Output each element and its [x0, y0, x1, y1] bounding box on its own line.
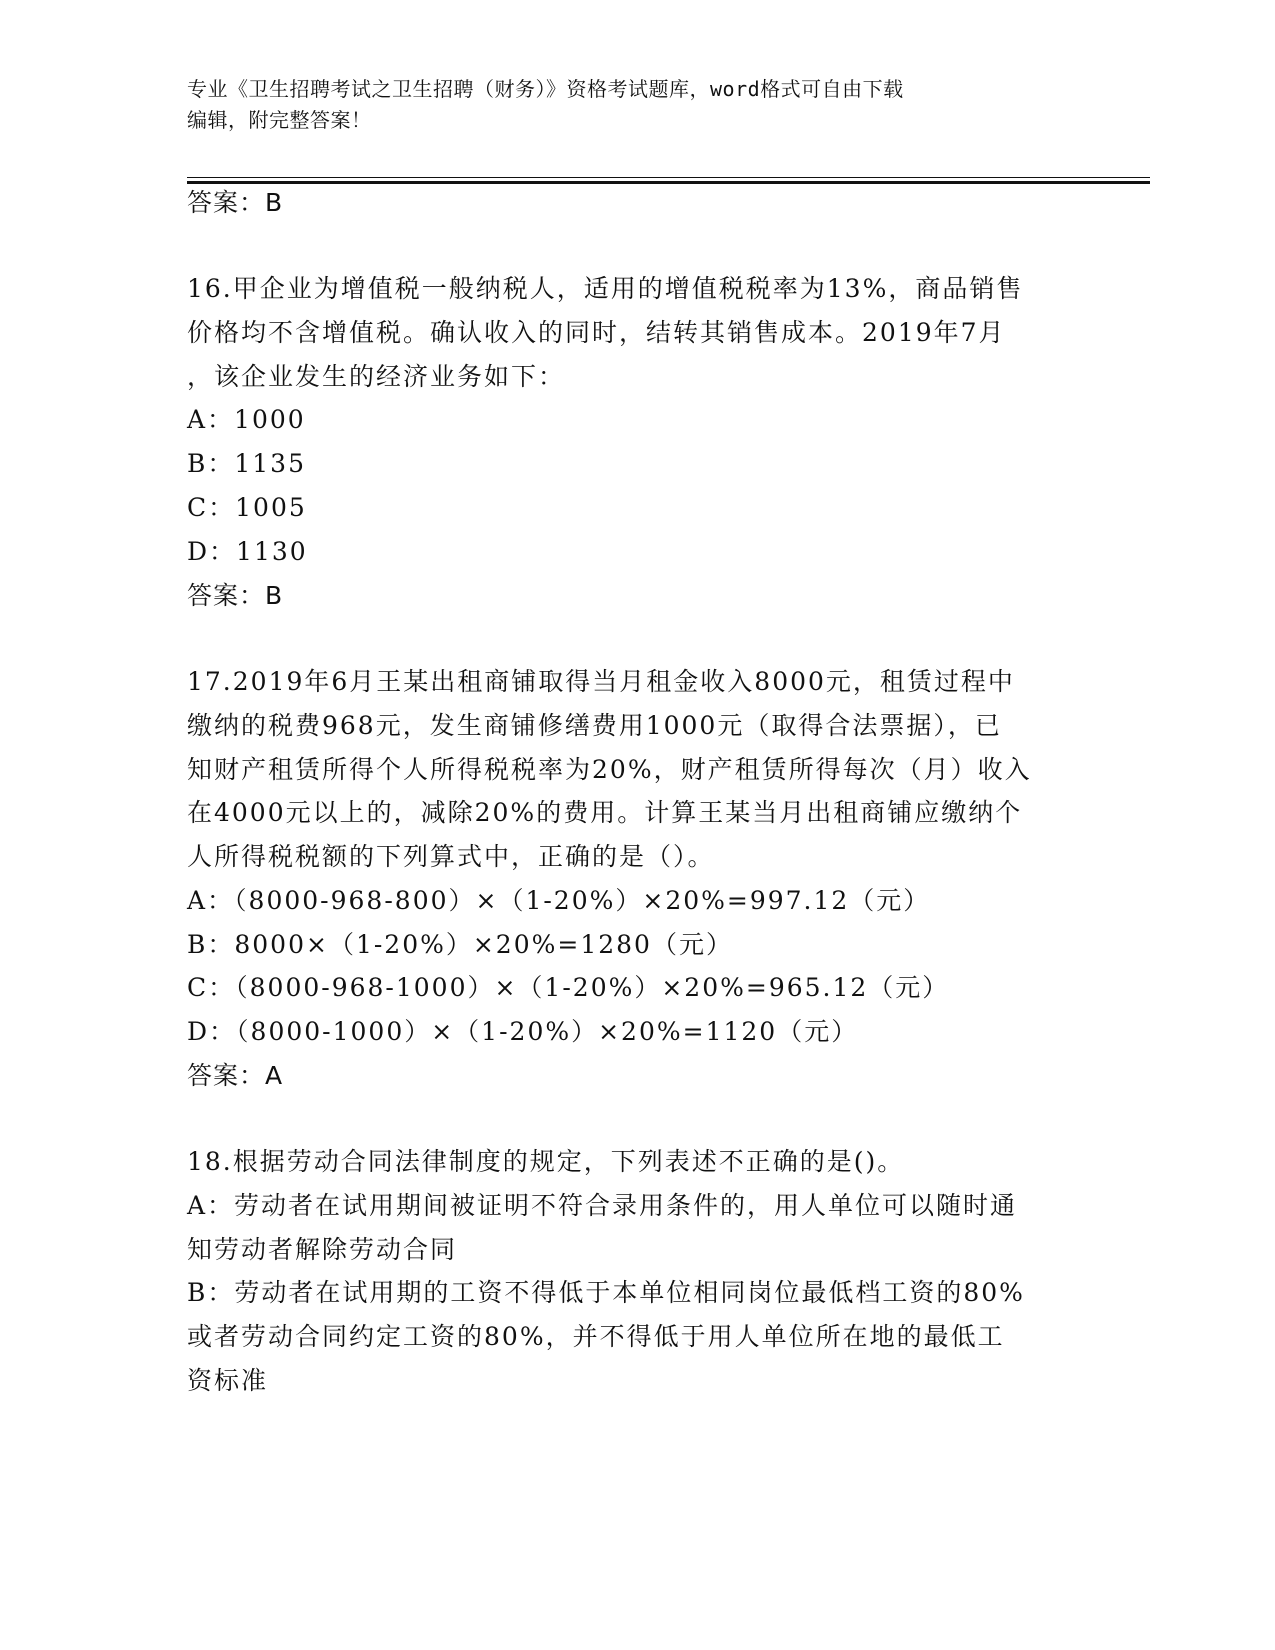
q17-option-d: D：（8000-1000）×（1-20%）×20%=1120（元） [187, 1017, 859, 1046]
q16-option-d: D：1130 [187, 537, 308, 566]
q17-option-a: A：（8000-968-800）×（1-20%）×20%=997.12（元） [187, 886, 931, 915]
q16-option-c: C：1005 [187, 493, 307, 522]
q18-option-a-line-1: A：劳动者在试用期间被证明不符合录用条件的，用人单位可以随时通 [187, 1191, 1018, 1220]
q18-stem-line-1: 18.根据劳动合同法律制度的规定，下列表述不正确的是()。 [187, 1147, 905, 1176]
q18-option-b-line-1: B：劳动者在试用期的工资不得低于本单位相同岗位最低档工资的80% [187, 1278, 1025, 1307]
q16-option-b: B：1135 [187, 449, 306, 478]
q17-stem-line-5: 人所得税税额的下列算式中，正确的是（）。 [187, 842, 715, 871]
q17-stem-line-4: 在4000元以上的，减除20%的费用。计算王某当月出租商铺应缴纳个 [187, 798, 1023, 827]
header-line-1: 专业《卫生招聘考试之卫生招聘（财务）》资格考试题库，word格式可自由下载 [187, 77, 904, 101]
prev-answer: 答案：B [187, 188, 284, 217]
q16-stem-line-2: 价格均不含增值税。确认收入的同时，结转其销售成本。2019年7月 [187, 318, 1006, 347]
q16-option-a: A：1000 [187, 405, 306, 434]
header-line-2: 编辑，附完整答案！ [187, 108, 372, 132]
q16-stem-line-1: 16.甲企业为增值税一般纳税人，适用的增值税税率为13%，商品销售 [187, 274, 1024, 303]
q17-stem-line-1: 17.2019年6月王某出租商铺取得当月租金收入8000元，租赁过程中 [187, 667, 1015, 696]
q18-option-a-line-2: 知劳动者解除劳动合同 [187, 1235, 458, 1264]
q17-answer: 答案：A [187, 1061, 284, 1090]
q17-option-b: B：8000×（1-20%）×20%=1280（元） [187, 930, 733, 959]
q18-option-b-line-2: 或者劳动合同约定工资的80%，并不得低于用人单位所在地的最低工 [187, 1322, 1005, 1351]
q16-answer: 答案：B [187, 581, 284, 610]
page-header [187, 74, 1067, 136]
header-divider-thin [187, 177, 1150, 178]
q17-stem-line-2: 缴纳的税费968元，发生商铺修缮费用1000元（取得合法票据），已 [187, 711, 1002, 740]
q18-option-b-line-3: 资标准 [187, 1366, 269, 1395]
q17-stem-line-3: 知财产租赁所得个人所得税税率为20%，财产租赁所得每次（月）收入 [187, 755, 1032, 784]
q16-stem-line-3: ，该企业发生的经济业务如下： [187, 362, 566, 391]
header-divider-thick [187, 181, 1150, 184]
q17-option-c: C：（8000-968-1000）×（1-20%）×20%=965.12（元） [187, 973, 950, 1002]
